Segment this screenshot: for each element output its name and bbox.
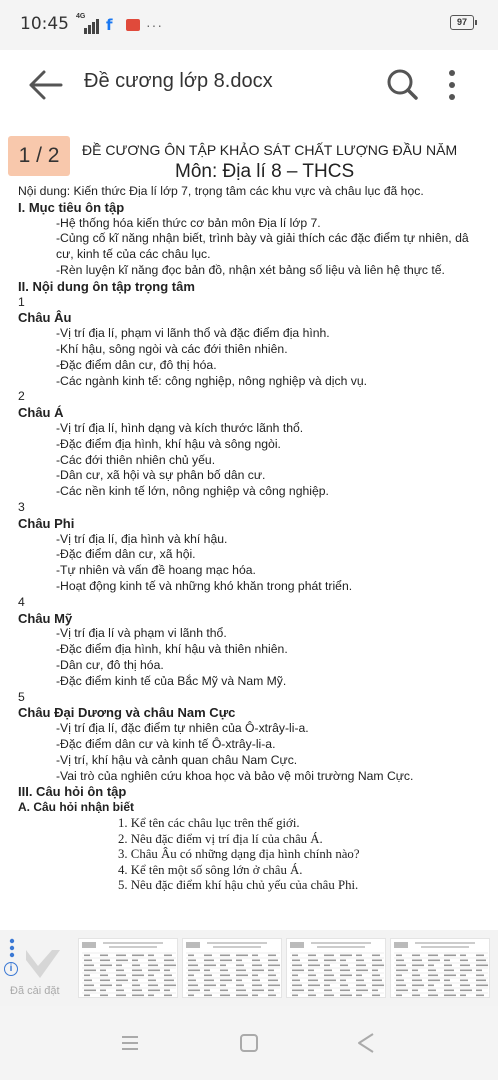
app-logo-icon: [22, 944, 62, 984]
question-item: 5. Nêu đặc điểm khí hậu chủ yếu của châu Phi.: [118, 878, 359, 892]
document-line: 5: [18, 689, 25, 704]
more-notifications: ···: [146, 17, 163, 33]
section-heading: III. Câu hỏi ôn tập: [18, 784, 127, 800]
document-line: -Các ngành kinh tế: công nghiệp, nông nghiệp và dịch vụ.: [56, 373, 368, 388]
home-icon[interactable]: [240, 1034, 258, 1052]
document-line: -Đặc điểm kinh tế của Bắc Mỹ và Nam Mỹ.: [56, 673, 287, 688]
section-heading: Châu Đại Dương và châu Nam Cực: [18, 705, 236, 721]
document-line: -Vị trí địa lí, đặc điểm tự nhiên của Ô-xtrây-li-a.: [56, 721, 309, 736]
recent-apps-icon[interactable]: [120, 1034, 140, 1052]
document-line: -Khí hậu, sông ngòi và các đới thiên nhiên.: [56, 342, 288, 356]
back-arrow-icon[interactable]: [28, 68, 64, 102]
document-line: -Đặc điểm dân cư, đô thị hóa.: [56, 357, 217, 372]
question-item: 1. Kể tên các châu lục trên thế giới.: [118, 816, 300, 830]
document-header: ĐỀ CƯƠNG ÔN TẬP KHẢO SÁT CHẤT LƯỢNG ĐẦU NĂM: [82, 142, 458, 158]
facebook-icon: f: [106, 16, 113, 34]
search-icon[interactable]: [384, 66, 420, 102]
info-icon[interactable]: i: [4, 962, 18, 976]
back-icon[interactable]: [356, 1032, 376, 1054]
document-line: -Các đới thiên nhiên chủ yếu.: [56, 452, 216, 467]
question-item: 2. Nêu đặc điểm vị trí địa lí của châu Á.: [118, 831, 323, 846]
installed-label: Đã cài đặt: [10, 985, 60, 997]
section-heading: Châu Mỹ: [18, 610, 73, 626]
battery-icon: 97: [450, 15, 474, 30]
document-line: -Đặc điểm dân cư, xã hội.: [56, 547, 196, 562]
section-heading: Châu Âu: [18, 310, 72, 326]
document-line: 2: [18, 389, 25, 404]
page-thumbnail[interactable]: [286, 938, 386, 998]
page-thumbnail[interactable]: [390, 938, 490, 998]
document-line: -Vị trí địa lí, địa hình và khí hậu.: [56, 531, 228, 546]
status-bar: [0, 0, 498, 50]
page-indicator: 1 / 2: [8, 136, 70, 176]
document-line: -Dân cư, xã hội và sự phân bố dân cư.: [56, 468, 266, 483]
bottom-panel: [0, 930, 498, 1006]
status-time: 10:45: [20, 14, 69, 34]
document-line: -Vị trí địa lí và phạm vi lãnh thổ.: [56, 626, 227, 641]
document-subject: Môn: Địa lí 8 – THCS: [175, 161, 355, 182]
status-icons: [76, 14, 163, 36]
document-view[interactable]: [0, 124, 498, 930]
document-line: cư, kinh tế của các châu lục.: [56, 247, 211, 262]
page-thumbnails: [78, 938, 490, 998]
document-line: 4: [18, 594, 25, 609]
document-line: -Đặc điểm dân cư và kinh tế Ô-xtrây-li-a.: [56, 737, 276, 751]
document-line: -Hoạt động kinh tế và những khó khăn trong phát triển.: [56, 579, 353, 593]
more-vert-icon[interactable]: [440, 68, 464, 102]
document-line: -Tự nhiên và vấn đề hoang mạc hóa.: [56, 563, 256, 578]
document-line: -Vai trò của nghiên cứu khoa học và bảo vệ môi trường Nam Cực.: [56, 768, 414, 783]
section-heading: I. Mục tiêu ôn tập: [18, 199, 125, 215]
section-heading: Châu Phi: [18, 515, 75, 531]
section-heading: A. Câu hỏi nhận biết: [18, 800, 134, 815]
document-line: -Vị trí, khí hậu và cảnh quan châu Nam Cực.: [56, 752, 298, 767]
panel-dots-icon[interactable]: [9, 938, 15, 960]
section-heading: Châu Á: [18, 405, 64, 421]
document-line: 1: [18, 294, 25, 309]
document-line: -Hệ thống hóa kiến thức cơ bản môn Địa lí lớp 7.: [56, 215, 321, 230]
document-line: -Rèn luyện kĩ năng đọc bản đồ, nhận xét bảng số liệu và liên hệ thực tế.: [56, 263, 445, 277]
document-line: -Vị trí địa lí, phạm vi lãnh thổ và đặc điểm địa hình.: [56, 326, 330, 341]
signal-icon: [76, 13, 100, 34]
app-bar: [0, 50, 498, 120]
document-line: -Củng cố kĩ năng nhận biết, trình bày và giải thích các đặc điểm tự nhiên, dâ: [56, 231, 469, 246]
system-nav-bar: [0, 1006, 498, 1080]
network-type: 4G: [76, 13, 86, 20]
question-item: 4. Kể tên một số sông lớn ở châu Á.: [118, 862, 303, 877]
document-line: -Dân cư, đô thị hóa.: [56, 658, 164, 672]
document-line: -Các nền kinh tế lớn, nông nghiệp và công nghiệp.: [56, 484, 329, 499]
document-line: Nội dung: Kiến thức Địa lí lớp 7, trọng tâm các khu vực và châu lục đã học.: [18, 184, 424, 198]
document-line: -Vị trí địa lí, hình dạng và kích thước lãnh thổ.: [56, 421, 304, 435]
document-line: -Đặc điểm địa hình, khí hậu và sông ngòi.: [56, 436, 281, 451]
question-item: 3. Châu Âu có những dạng địa hình chính nào?: [118, 847, 360, 861]
document-line: -Đặc điểm địa hình, khí hậu và thiên nhiên.: [56, 642, 288, 657]
page-thumbnail[interactable]: [182, 938, 282, 998]
document-title: Đề cương lớp 8.docx: [84, 70, 273, 92]
document-line: 3: [18, 500, 25, 514]
section-heading: II. Nội dung ôn tập trọng tâm: [18, 278, 195, 294]
page-thumbnail[interactable]: [78, 938, 178, 998]
mail-icon: [126, 19, 140, 31]
